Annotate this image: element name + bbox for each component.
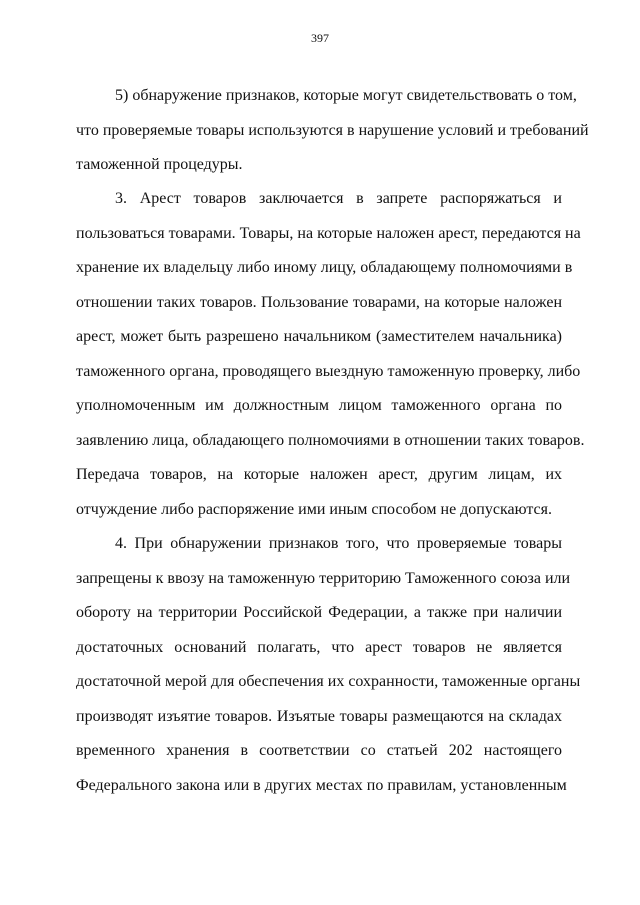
text-line: обороту на территории Российской Федерации, а также при наличии <box>76 604 562 621</box>
text-line: достаточных оснований полагать, что арест товаров не является <box>76 639 562 656</box>
text-line: хранение их владельцу либо иному лицу, обладающему полномочиями в <box>76 259 573 276</box>
text-line: 5) обнаружение признаков, которые могут свидетельствовать о том, <box>115 87 577 104</box>
text-line: 3. Арест товаров заключается в запрете распоряжаться и <box>115 190 562 207</box>
text-line: производят изъятие товаров. Изъятые товары размещаются на складах <box>76 708 562 725</box>
text-line: что проверяемые товары используются в нарушение условий и требований <box>76 122 589 139</box>
text-line: 4. При обнаружении признаков того, что проверяемые товары <box>115 535 562 552</box>
text-line: Передача товаров, на которые наложен арест, другим лицам, их <box>76 466 562 483</box>
text-line: Федерального закона или в других местах по правилам, установленным <box>76 777 567 794</box>
text-line: арест, может быть разрешено начальником (заместителем начальника) <box>76 328 562 345</box>
text-line: временного хранения в соответствии со статьей 202 настоящего <box>76 742 562 759</box>
text-line: достаточной мерой для обеспечения их сохранности, таможенные органы <box>76 673 581 690</box>
text-line: отношении таких товаров. Пользование товарами, на которые наложен <box>76 294 562 311</box>
text-line: заявлению лица, обладающего полномочиями в отношении таких товаров. <box>76 432 585 449</box>
text-line: уполномоченным им должностным лицом таможенного органа по <box>76 397 562 414</box>
text-line: таможенной процедуры. <box>76 156 243 173</box>
text-line: пользоваться товарами. Товары, на которые наложен арест, передаются на <box>76 225 581 242</box>
text-line: отчуждение либо распоряжение ими иным способом не допускаются. <box>76 501 552 518</box>
page-number: 397 <box>311 31 329 45</box>
text-line: таможенного органа, проводящего выездную таможенную проверку, либо <box>76 363 581 380</box>
text-line: запрещены к ввозу на таможенную территорию Таможенного союза или <box>76 570 571 587</box>
